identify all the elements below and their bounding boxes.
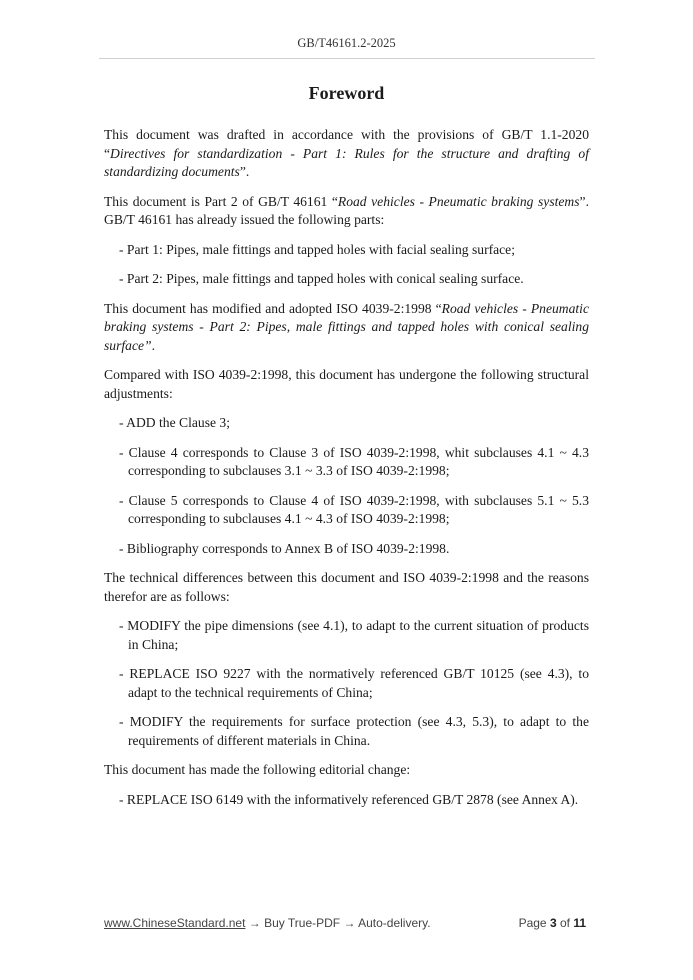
list-item-part: - Part 2: Pipes, male fittings and tapped holes with conical sealing surface.: [119, 271, 524, 286]
footer-promo: [104, 916, 431, 930]
list-item-technical: - MODIFY the requirements for surface protection (see 4.3, 5.3), to adapt to the requirements of different materials in China.: [119, 714, 589, 748]
italic-title: Directives for standardization - Part 1: Rules for the structure and drafting of standardizing documents: [104, 145, 589, 179]
list-item-structural: - Clause 5 corresponds to Clause 4 of ISO 4039-2:1998, with subclauses 5.1 ~ 5.3 corresponding to subclauses 4.1 ~ 4.3 of ISO 4039-2:1998;: [119, 492, 589, 526]
text-segment: This document has modified and adopted ISO 4039-2:1998 “: [104, 300, 442, 316]
paragraph-structural-intro: Compared with ISO 4039-2:1998, this document has undergone the following structural adjustments:: [104, 367, 589, 401]
list-item-part: - Part 1: Pipes, male fittings and tapped holes with facial sealing surface;: [119, 241, 515, 257]
total-pages: 11: [573, 916, 586, 930]
paragraph-adoption: [104, 300, 589, 356]
page-word: Page: [518, 916, 550, 930]
document-body: [104, 80, 589, 820]
list-item-editorial: - REPLACE ISO 6149 with the informatively referenced GB/T 2878 (see Annex A).: [119, 791, 579, 807]
italic-title: Road vehicles - Pneumatic braking systems - Part 2: Pipes, male fittings and tapped holes with conical sealing surface”: [104, 300, 589, 353]
list-item-structural: - Bibliography corresponds to Annex B of ISO 4039-2:1998.: [119, 540, 450, 556]
footer-promo-text: → Buy True-PDF → Auto-delivery.: [245, 916, 431, 930]
page-title: Foreword: [308, 83, 385, 103]
page-number: [519, 916, 586, 930]
document-id-header: GB/T46161.2-2025: [297, 36, 396, 50]
list-item-structural: - Clause 4 corresponds to Clause 3 of ISO 4039-2:1998, whit subclauses 4.1 ~ 4.3 corresponding to subclauses 3.1 ~ 3.3 of ISO 4039-2:1998;: [119, 444, 589, 478]
paragraph-editorial-intro: This document has made the following editorial change:: [104, 762, 411, 777]
list-item-technical: - REPLACE ISO 9227 with the normatively referenced GB/T 10125 (see 4.3), to adapt to the technical requirements of China;: [119, 666, 589, 700]
list-item-structural: - ADD the Clause 3;: [119, 415, 230, 430]
header-divider: [99, 58, 595, 59]
current-page: 3: [549, 916, 557, 930]
text-segment: .: [151, 337, 155, 353]
paragraph-technical-intro: The technical differences between this document and ISO 4039-2:1998 and the reasons therefor are as follows:: [104, 570, 589, 604]
text-segment: ”.: [239, 164, 250, 179]
of-word: of: [556, 916, 574, 930]
italic-title: Road vehicles - Pneumatic braking systems: [337, 193, 580, 209]
text-segment: This document is Part 2 of GB/T 46161 “: [104, 193, 338, 209]
paragraph-drafting-basis: [104, 126, 589, 182]
website-link[interactable]: www.ChineseStandard.net: [104, 916, 246, 930]
page-footer: [104, 916, 586, 934]
text-segment: ”. GB/T 46161 has already issued the following parts:: [104, 193, 589, 227]
list-item-technical: - MODIFY the pipe dimensions (see 4.1), to adapt to the current situation of products in China;: [119, 618, 589, 652]
text-segment: This document was drafted in accordance with the provisions of GB/T 1.1-2020 “: [104, 127, 589, 161]
paragraph-part-info: [104, 193, 589, 230]
